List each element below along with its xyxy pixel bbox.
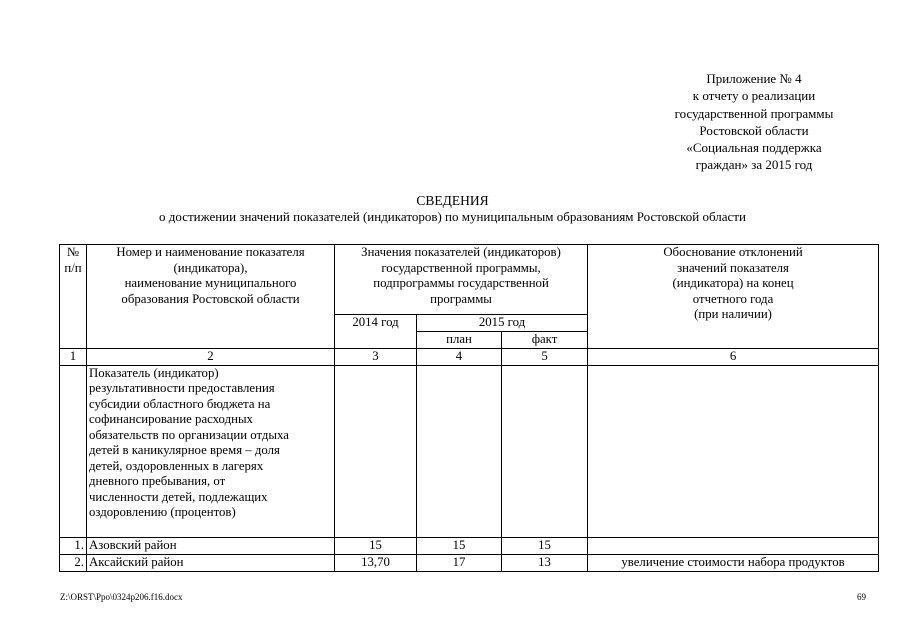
header-year-2014: 2014 год (335, 315, 417, 349)
indicator-description (87, 365, 335, 537)
indicators-table (59, 244, 879, 572)
row-name: Аксайский район (87, 554, 335, 571)
header-num: п/п (64, 260, 82, 275)
document-title: СВЕДЕНИЯ (416, 193, 489, 208)
appendix-line: к отчету о реализации (692, 88, 816, 104)
footer-page-number: 69 (857, 592, 866, 602)
indicator-row (60, 365, 879, 537)
header-row (60, 245, 879, 315)
row-fact: 15 (502, 537, 588, 554)
header-reason: (при наличии) (694, 307, 772, 321)
header-reason-cell (588, 245, 879, 349)
colnum-4: 4 (417, 348, 502, 365)
indicator-line: обязательств по организации отдыха (89, 427, 289, 442)
header-name: образования Ростовской области (121, 291, 300, 306)
appendix-block (640, 70, 868, 174)
table-row (60, 554, 879, 571)
row-num: 1. (60, 537, 87, 554)
header-values-cell (335, 245, 588, 315)
appendix-line: граждан» за 2015 год (695, 157, 813, 173)
header-reason: значений показателя (677, 260, 789, 275)
header-values: Значения показателей (индикаторов) (361, 245, 561, 259)
appendix-line: государственной программы (674, 105, 834, 121)
indicator-line: детей в каникулярное время – доля (89, 443, 280, 457)
header-values: подпрограммы государственной (373, 276, 549, 290)
header-num-cell (60, 245, 87, 349)
table-row (60, 537, 879, 554)
indicator-num-cell (60, 365, 87, 537)
row-reason (588, 537, 879, 554)
appendix-line: Ростовской области (699, 122, 809, 138)
indicator-line: детей, оздоровленных в лагерях (89, 458, 264, 473)
row-2014: 13,70 (335, 554, 417, 571)
indicator-fact-cell (502, 365, 588, 537)
header-name: наименование муниципального (124, 276, 297, 290)
column-numbers-row (60, 348, 879, 365)
header-plan: план (417, 332, 502, 349)
row-2014: 15 (335, 537, 417, 554)
header-num: № (66, 245, 80, 259)
row-plan: 15 (417, 537, 502, 554)
header-reason: отчетного года (692, 291, 774, 306)
row-fact: 13 (502, 554, 588, 571)
indicator-line: результативности предоставления (89, 381, 275, 395)
indicator-line: численности детей, подлежащих (89, 489, 268, 504)
header-name: Номер и наименование показателя (116, 245, 305, 259)
appendix-line: Приложение № 4 (706, 71, 802, 86)
indicator-line: дневного пребывания, от (89, 474, 226, 488)
header-values: программы (430, 291, 492, 306)
colnum-6: 6 (588, 348, 879, 365)
row-num: 2. (60, 554, 87, 571)
indicator-line: субсидии областного бюджета на (89, 396, 271, 411)
row-plan: 17 (417, 554, 502, 571)
appendix-line: «Социальная поддержка (686, 140, 822, 156)
document-subtitle: о достижении значений показателей (индикаторов) по муниципальным образованиям Ростовской области (159, 209, 746, 224)
indicator-line: оздоровлению (процентов) (89, 505, 236, 519)
header-reason: Обоснование отклонений (663, 245, 803, 259)
header-name: (индикатора), (173, 260, 248, 275)
indicator-line: Показатель (индикатор) (89, 365, 219, 380)
indicator-plan-cell (417, 365, 502, 537)
header-fact: факт (502, 332, 588, 349)
footer-file-path: Z:\ORST\Ppo\0324p206.f16.docx (60, 592, 183, 602)
indicator-2014-cell (335, 365, 417, 537)
row-reason: увеличение стоимости набора продуктов (588, 554, 879, 571)
colnum-3: 3 (335, 348, 417, 365)
indicator-line: софинансирование расходных (89, 412, 253, 426)
header-year-2015: 2015 год (417, 315, 588, 332)
header-values: государственной программы, (381, 260, 541, 275)
header-name-cell (87, 245, 335, 349)
row-name: Азовский район (87, 537, 335, 554)
indicator-reason-cell (588, 365, 879, 537)
colnum-5: 5 (502, 348, 588, 365)
colnum-2: 2 (87, 348, 335, 365)
colnum-1: 1 (60, 348, 87, 365)
header-reason: (индикатора) на конец (672, 276, 794, 290)
